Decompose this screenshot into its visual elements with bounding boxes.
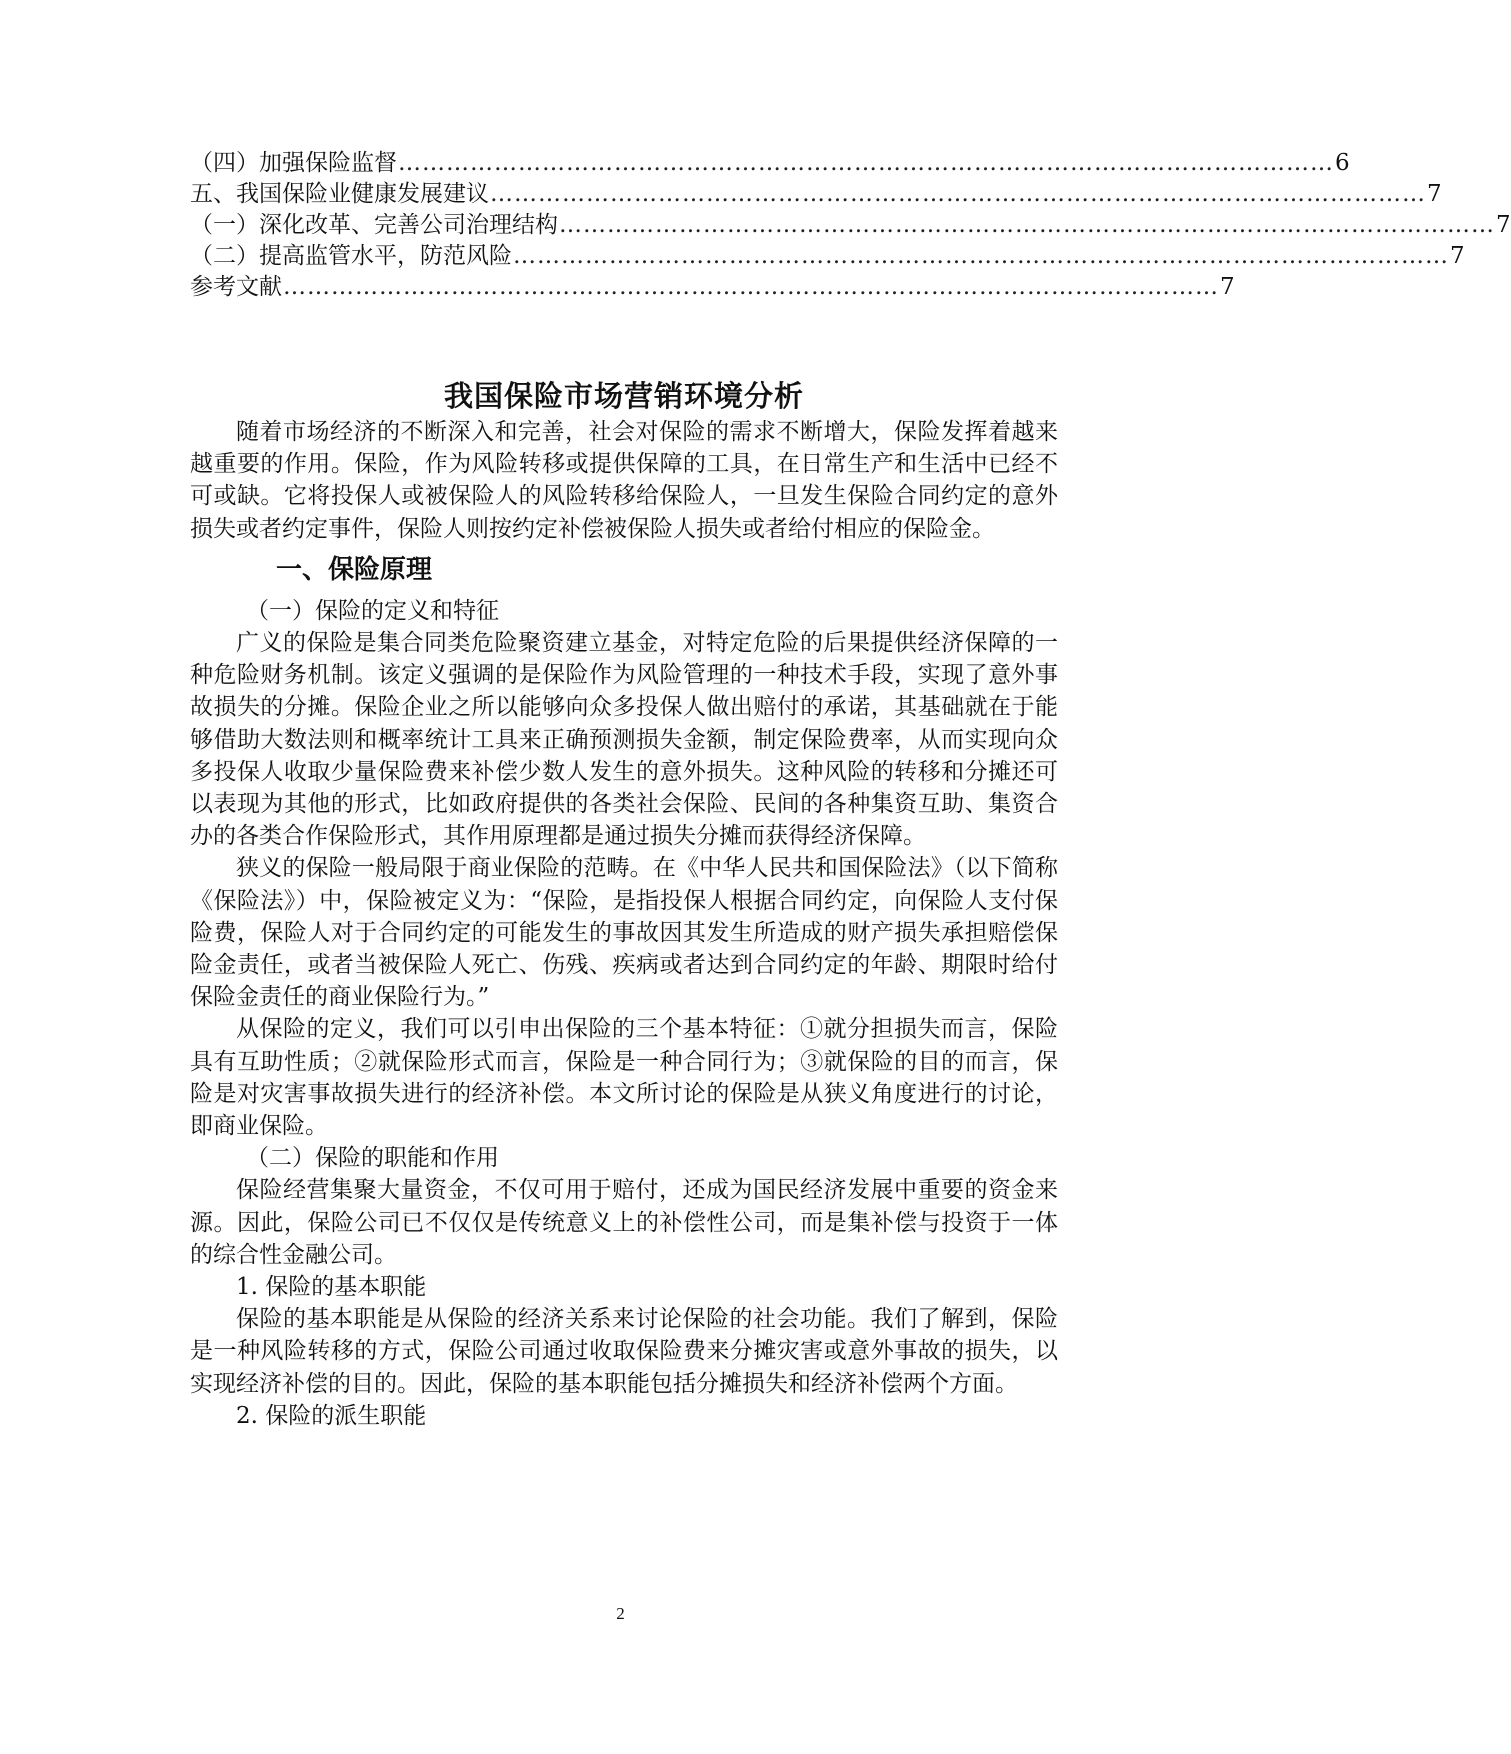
toc-leader-dots: ……………………………………………………………………………………………………… bbox=[513, 243, 1449, 269]
toc-entry-page: 7 bbox=[1427, 181, 1442, 207]
toc-leader-dots: ……………………………………………………………………………………………………… bbox=[490, 181, 1426, 207]
subsection-heading: （一）保险的定义和特征 bbox=[246, 597, 499, 624]
page-number: 2 bbox=[616, 1604, 625, 1623]
toc-entry-title: 五、我国保险业健康发展建议 bbox=[190, 181, 489, 207]
toc-leader-dots: ……………………………………………………………………………………………………… bbox=[283, 274, 1219, 300]
toc-entry-page: 7 bbox=[1220, 274, 1235, 300]
intro-paragraph: 随着市场经济的不断深入和完善，社会对保险的需求不断增大，保险发挥着越来越重要的作用。保险，作为风险转移或提供保障的工具，在日常生产和生活中已经不可或缺。它将投保人或被保险人的风险转移给保险人，一旦发生保险合同约定的意外损失或者约定事件，保险人则按约定补偿被保险人损失或者给付相应的保险金。 bbox=[190, 419, 1058, 542]
paragraph: 狭义的保险一般局限于商业保险的范畴。在《中华人民共和国保险法》（以下简称《保险法》）中，保险被定义为：“保险，是指投保人根据合同约定，向保险人支付保险费，保险人对于合同约定的可能发生的事故因其发生所造成的财产损失承担赔偿保险金责任，或者当被保险人死亡、伤残、疾病或者达到合同约定的年龄、期限时给付保险金责任的商业保险行为。” bbox=[190, 855, 1058, 1011]
toc-entry-page: 6 bbox=[1335, 150, 1350, 176]
item-heading: 1. 保险的基本职能 bbox=[236, 1274, 427, 1301]
toc-entry-page: 7 bbox=[1496, 212, 1511, 238]
paragraph: 保险经营集聚大量资金，不仅可用于赔付，还成为国民经济发展中重要的资金来源。因此，保险公司已不仅仅是传统意义上的补偿性公司，而是集补偿与投资于一体的综合性金融公司。 bbox=[190, 1177, 1058, 1268]
toc-leader-dots: ……………………………………………………………………………………………………… bbox=[398, 150, 1334, 176]
toc-entry-title: （四）加强保险监督 bbox=[190, 150, 397, 176]
toc-entry[interactable] bbox=[190, 241, 1465, 272]
document-body bbox=[190, 416, 1058, 1432]
paragraph: 广义的保险是集合同类危险聚资建立基金，对特定危险的后果提供经济保障的一种危险财务机制。该定义强调的是保险作为风险管理的一种技术手段，实现了意外事故损失的分摊。保险企业之所以能够向众多投保人做出赔付的承诺，其基础就在于能够借助大数法则和概率统计工具来正确预测损失金额，制定保险费率，从而实现向众多投保人收取少量保险费来补偿少数人发生的意外损失。这种风险的转移和分摊还可以表现为其他的形式，比如政府提供的各类社会保险、民间的各种集资互助、集资合办的各类合作保险形式，其作用原理都是通过损失分摊而获得经济保障。 bbox=[190, 630, 1058, 850]
item-heading: 2. 保险的派生职能 bbox=[236, 1402, 427, 1429]
toc-entry[interactable] bbox=[190, 148, 1350, 179]
toc-entry[interactable] bbox=[190, 179, 1442, 210]
document-page bbox=[190, 148, 1511, 1432]
toc-leader-dots: ……………………………………………………………………………………………………… bbox=[559, 212, 1495, 238]
toc-entry-page: 7 bbox=[1450, 243, 1465, 269]
toc-entry-title: （一）深化改革、完善公司治理结构 bbox=[190, 212, 558, 238]
toc-entry[interactable] bbox=[190, 210, 1511, 241]
toc-entry[interactable] bbox=[190, 272, 1235, 303]
subsection-heading: （二）保险的职能和作用 bbox=[246, 1145, 499, 1172]
toc-entry-title: （二）提高监管水平，防范风险 bbox=[190, 243, 512, 269]
paragraph: 保险的基本职能是从保险的经济关系来讨论保险的社会功能。我们了解到，保险是一种风险转移的方式，保险公司通过收取保险费来分摊灾害或意外事故的损失，以实现经济补偿的目的。因此，保险的基本职能包括分摊损失和经济补偿两个方面。 bbox=[190, 1306, 1058, 1397]
toc-entry-title: 参考文献 bbox=[190, 274, 282, 300]
paragraph: 从保险的定义，我们可以引申出保险的三个基本特征：①就分担损失而言，保险具有互助性质；②就保险形式而言，保险是一种合同行为；③就保险的目的而言，保险是对灾害事故损失进行的经济补偿。本文所讨论的保险是从狭义角度进行的讨论，即商业保险。 bbox=[190, 1016, 1058, 1140]
table-of-contents bbox=[190, 148, 1511, 303]
document-title: 我国保险市场营销环境分析 bbox=[443, 379, 804, 413]
section-heading: 一、保险原理 bbox=[276, 554, 433, 585]
